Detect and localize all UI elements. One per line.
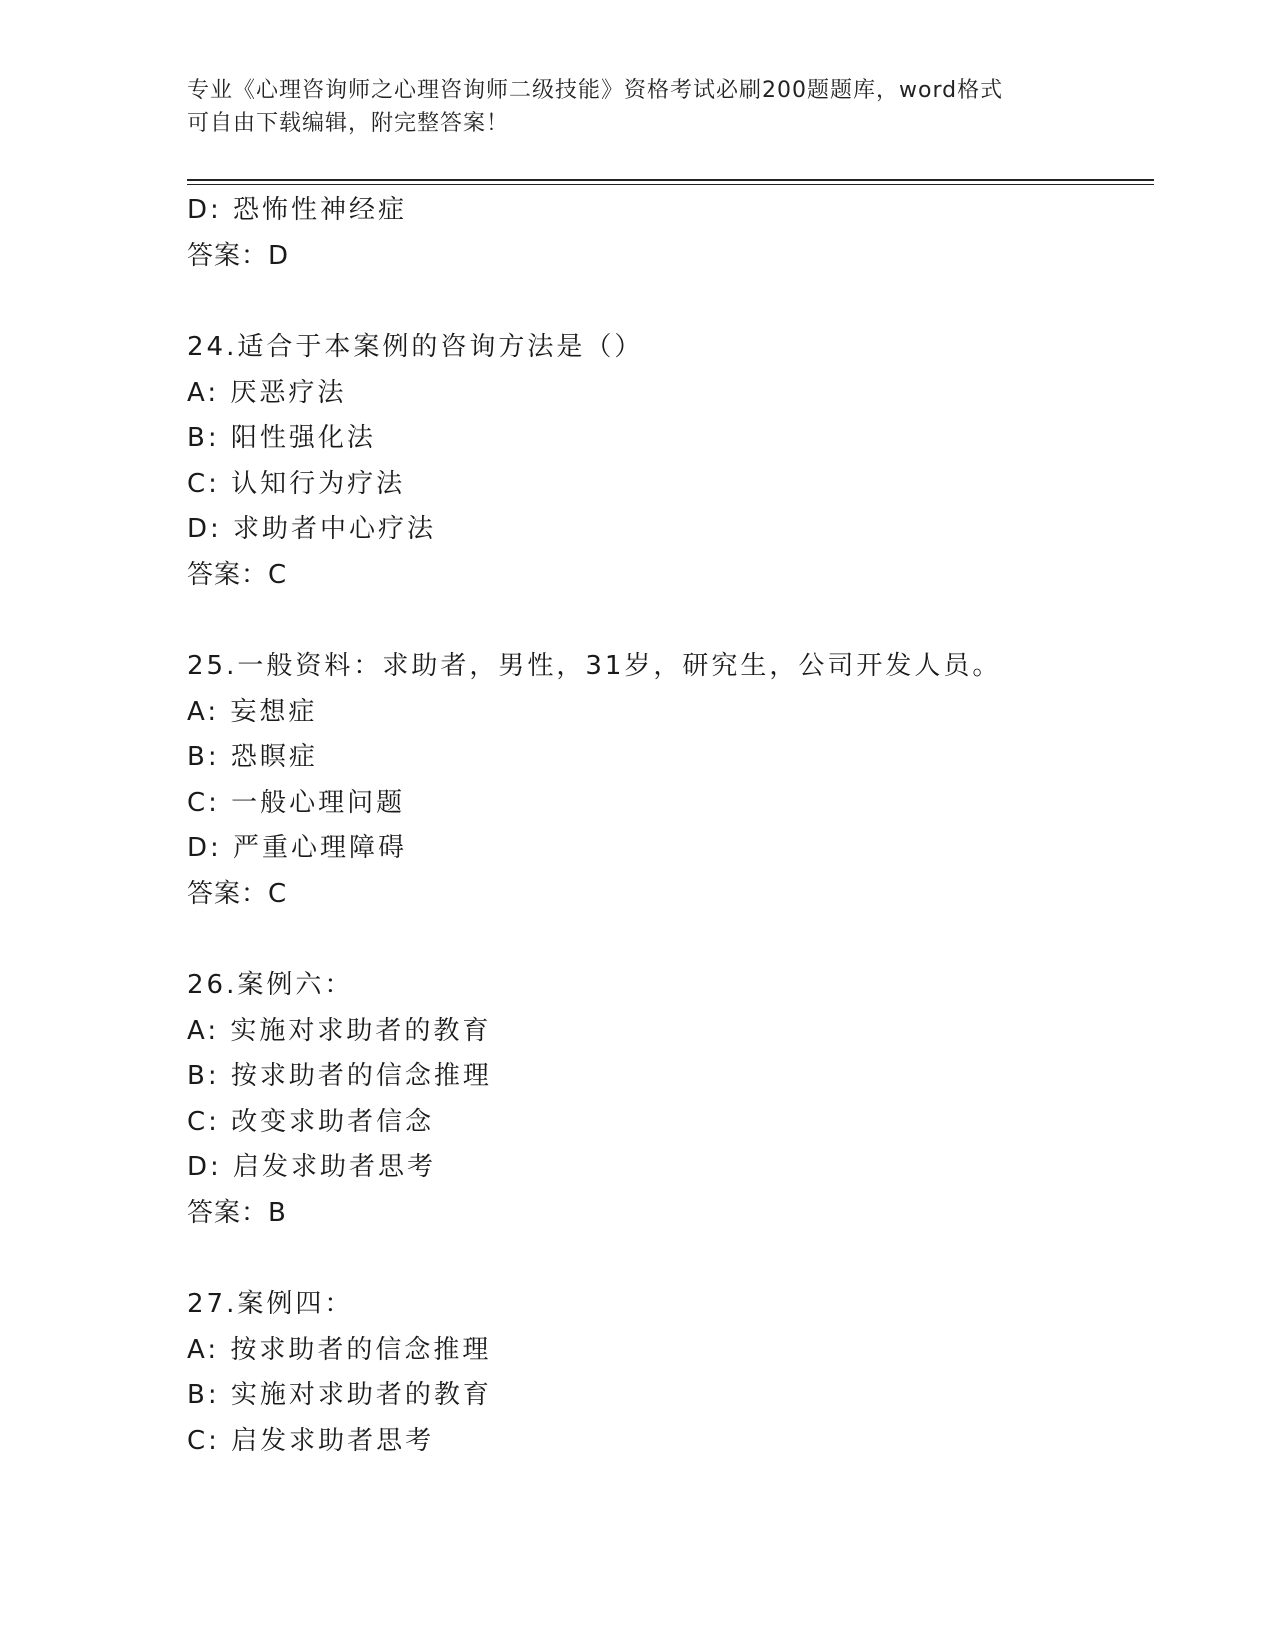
question-stem: 25.一般资料：求助者，男性，31岁，研究生，公司开发人员。 [187, 651, 1002, 681]
option-b: B: 恐瞑症 [187, 742, 318, 772]
option-b: B: 阳性强化法 [187, 423, 376, 453]
option-c: C: 认知行为疗法 [187, 468, 406, 499]
header-line-2: 可自由下载编辑，附完整答案！ [187, 111, 510, 136]
option-a: A: 妄想症 [187, 696, 318, 727]
answer-line: 答案：C [187, 559, 288, 590]
header-divider-thick [187, 179, 1154, 181]
answer-line: 答案：C [187, 878, 288, 909]
option-b: B: 按求助者的信念推理 [187, 1061, 492, 1091]
question-stem: 26.案例六： [187, 970, 354, 1000]
spacer [187, 1236, 1147, 1282]
spacer [187, 279, 1147, 325]
option-b: B: 实施对求助者的教育 [187, 1380, 492, 1410]
question-stem: 27.案例四： [187, 1289, 354, 1319]
option-d: D: 求助者中心疗法 [187, 514, 437, 544]
header-divider-thin [187, 184, 1154, 185]
option-d: D: 恐怖性神经症 [187, 195, 408, 225]
question-24 [187, 325, 1147, 598]
question-26 [187, 963, 1147, 1236]
answer-line: 答案：D [187, 240, 290, 271]
previous-question-tail [187, 188, 1147, 279]
question-stem: 24.适合于本案例的咨询方法是（） [187, 332, 644, 362]
question-25 [187, 644, 1147, 917]
option-d: D: 启发求助者思考 [187, 1152, 437, 1182]
question-27 [187, 1282, 1147, 1464]
option-a: A: 厌恶疗法 [187, 377, 347, 408]
spacer [187, 917, 1147, 963]
option-a: A: 按求助者的信念推理 [187, 1334, 492, 1365]
answer-line: 答案：B [187, 1197, 287, 1228]
question-list [187, 188, 1147, 1464]
document-header [187, 74, 1087, 140]
option-a: A: 实施对求助者的教育 [187, 1015, 492, 1046]
option-c: C: 一般心理问题 [187, 787, 406, 818]
option-c: C: 启发求助者思考 [187, 1425, 435, 1456]
option-d: D: 严重心理障碍 [187, 833, 408, 863]
spacer [187, 598, 1147, 644]
option-c: C: 改变求助者信念 [187, 1106, 435, 1137]
header-line-1: 专业《心理咨询师之心理咨询师二级技能》资格考试必刷200题题库，word格式 [187, 78, 1004, 103]
